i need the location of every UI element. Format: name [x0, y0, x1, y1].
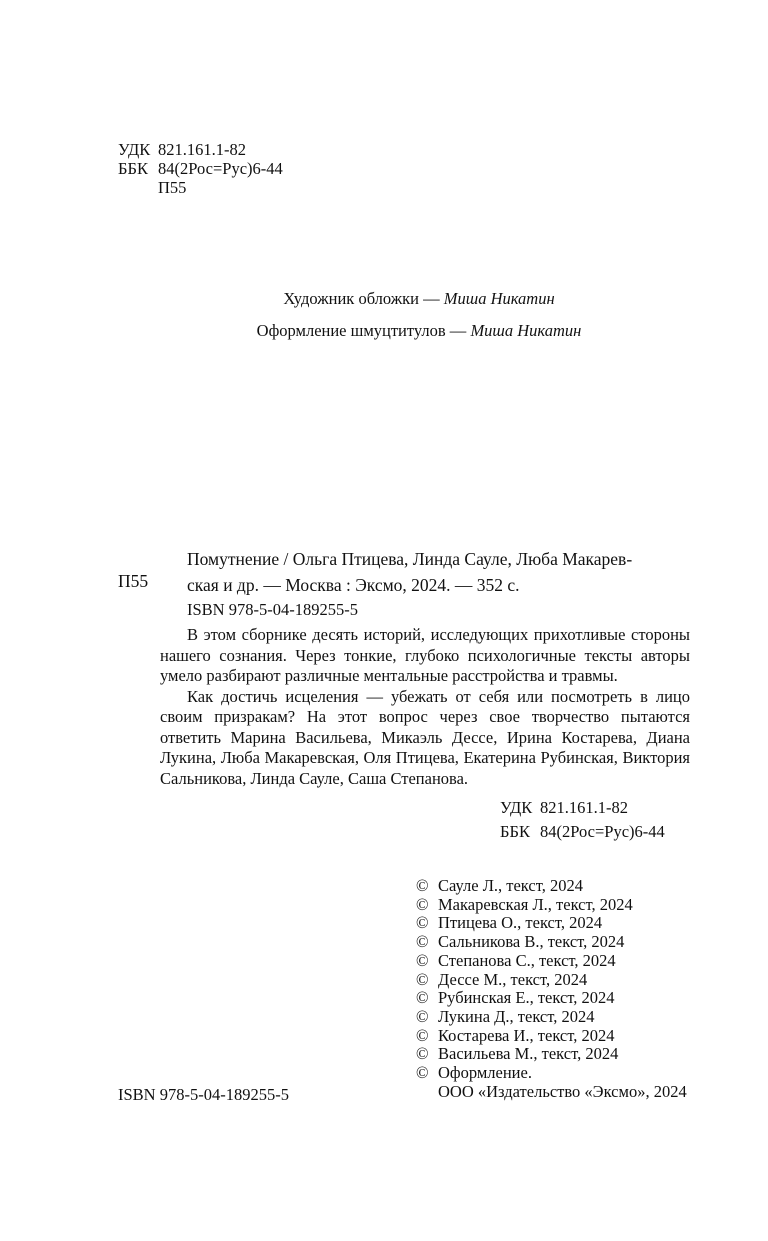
credits [0, 283, 768, 347]
book-title: Помутнение [187, 549, 280, 569]
header-author-mark-value: П55 [158, 178, 187, 197]
cover-credit-label: Художник обложки — [283, 289, 440, 308]
classification-bbk-label: ББК [500, 822, 530, 841]
classification-codes [500, 796, 665, 844]
classification-bbk-value: 84(2Рос=Рус)6-44 [540, 822, 665, 841]
copyright-icon: © [416, 950, 429, 970]
copyright-icon: © [416, 969, 429, 989]
copyright-list [416, 877, 687, 1101]
abstract [160, 625, 690, 789]
copyright-icon: © [416, 894, 429, 914]
copyright-text: Птицева О., текст, 2024 [438, 913, 603, 933]
catalog-isbn: ISBN 978-5-04-189255-5 [187, 600, 358, 619]
cover-credit-name: Миша Никатин [443, 289, 555, 308]
copyright-item [416, 933, 687, 952]
footer-isbn: ISBN 978-5-04-189255-5 [118, 1085, 289, 1104]
copyright-icon: © [416, 876, 429, 895]
copyright-icon: © [416, 1006, 429, 1026]
catalog-authors: / Ольга Птицева, Линда Сауле, Люба Макарев- [279, 549, 633, 569]
header-udk-value: 821.161.1-82 [158, 140, 246, 159]
catalog-line-2: ская и др. — Москва : Эксмо, 2024. — 352 с. [187, 575, 520, 595]
header-udk-label: УДК [118, 140, 151, 159]
copyright-item [416, 1064, 687, 1083]
copyright-item [416, 1027, 687, 1046]
header-bbk-value: 84(2Рос=Рус)6-44 [158, 159, 283, 178]
classification-udk-label: УДК [500, 798, 533, 817]
copyright-item [416, 952, 687, 971]
copyright-icon: © [416, 1044, 429, 1064]
halftitles-credit-label: Оформление шмуцтитулов — [256, 321, 467, 340]
copyright-item [416, 989, 687, 1008]
copyright-icon: © [416, 1025, 429, 1045]
copyright-text: Лукина Д., текст, 2024 [438, 1006, 595, 1026]
halftitles-credit [0, 315, 768, 347]
halftitles-credit-name: Миша Никатин [470, 321, 582, 340]
copyright-item [416, 896, 687, 915]
copyright-text: Сауле Л., текст, 2024 [438, 876, 583, 895]
classification-udk-value: 821.161.1-82 [540, 798, 628, 817]
catalog-line-1 [187, 546, 690, 573]
copyright-text: Васильева М., текст, 2024 [438, 1044, 619, 1064]
header-udk [118, 140, 283, 159]
copyright-text: Оформление. [438, 1063, 532, 1083]
copyright-text: Сальникова В., текст, 2024 [438, 932, 625, 952]
header-author-mark [118, 178, 283, 197]
catalog-left-mark: П55 [118, 571, 149, 591]
copyright-text: Дессе М., текст, 2024 [438, 969, 588, 989]
header-bbk [118, 159, 283, 178]
abstract-paragraph-2: Как достичь исцеления — убежать от себя или посмотреть в лицо своим призракам? На этот вопрос через свое творчество пытаются ответить Марина Васильева, Микаэль Дессе, Ирина Костарева, Диана Лукина, Люба Макаревская, Оля Птицева, Екатерина Рубинская, Виктория Сальникова, Линда Сауле, Саша Степанова. [160, 686, 690, 788]
copyright-item [416, 1008, 687, 1027]
copyright-item [416, 877, 687, 896]
header-codes [118, 140, 283, 197]
copyright-icon: © [416, 913, 429, 933]
copyright-text: Костарева И., текст, 2024 [438, 1025, 615, 1045]
copyright-text: Степанова С., текст, 2024 [438, 950, 616, 970]
copyright-icon: © [416, 932, 429, 952]
classification-bbk [500, 820, 665, 844]
copyright-item [416, 971, 687, 990]
copyright-item [416, 1045, 687, 1064]
copyright-text: Рубинская Е., текст, 2024 [438, 988, 615, 1008]
copyright-icon: © [416, 1063, 429, 1083]
catalog-entry [187, 546, 690, 619]
header-bbk-label: ББК [118, 159, 148, 178]
copyright-text: Макаревская Л., текст, 2024 [438, 894, 633, 914]
abstract-paragraph-1: В этом сборнике десять историй, исследующих прихотливые стороны нашего сознания. Через тонкие, глубоко психологичные тексты авторы умело разбирают различные ментальные расстройства и травмы. [160, 625, 690, 685]
copyright-icon: © [416, 988, 429, 1008]
copyright-item [416, 914, 687, 933]
copyright-publisher: ООО «Издательство «Эксмо», 2024 [438, 1081, 687, 1101]
classification-udk [500, 796, 665, 820]
cover-credit [0, 283, 768, 315]
